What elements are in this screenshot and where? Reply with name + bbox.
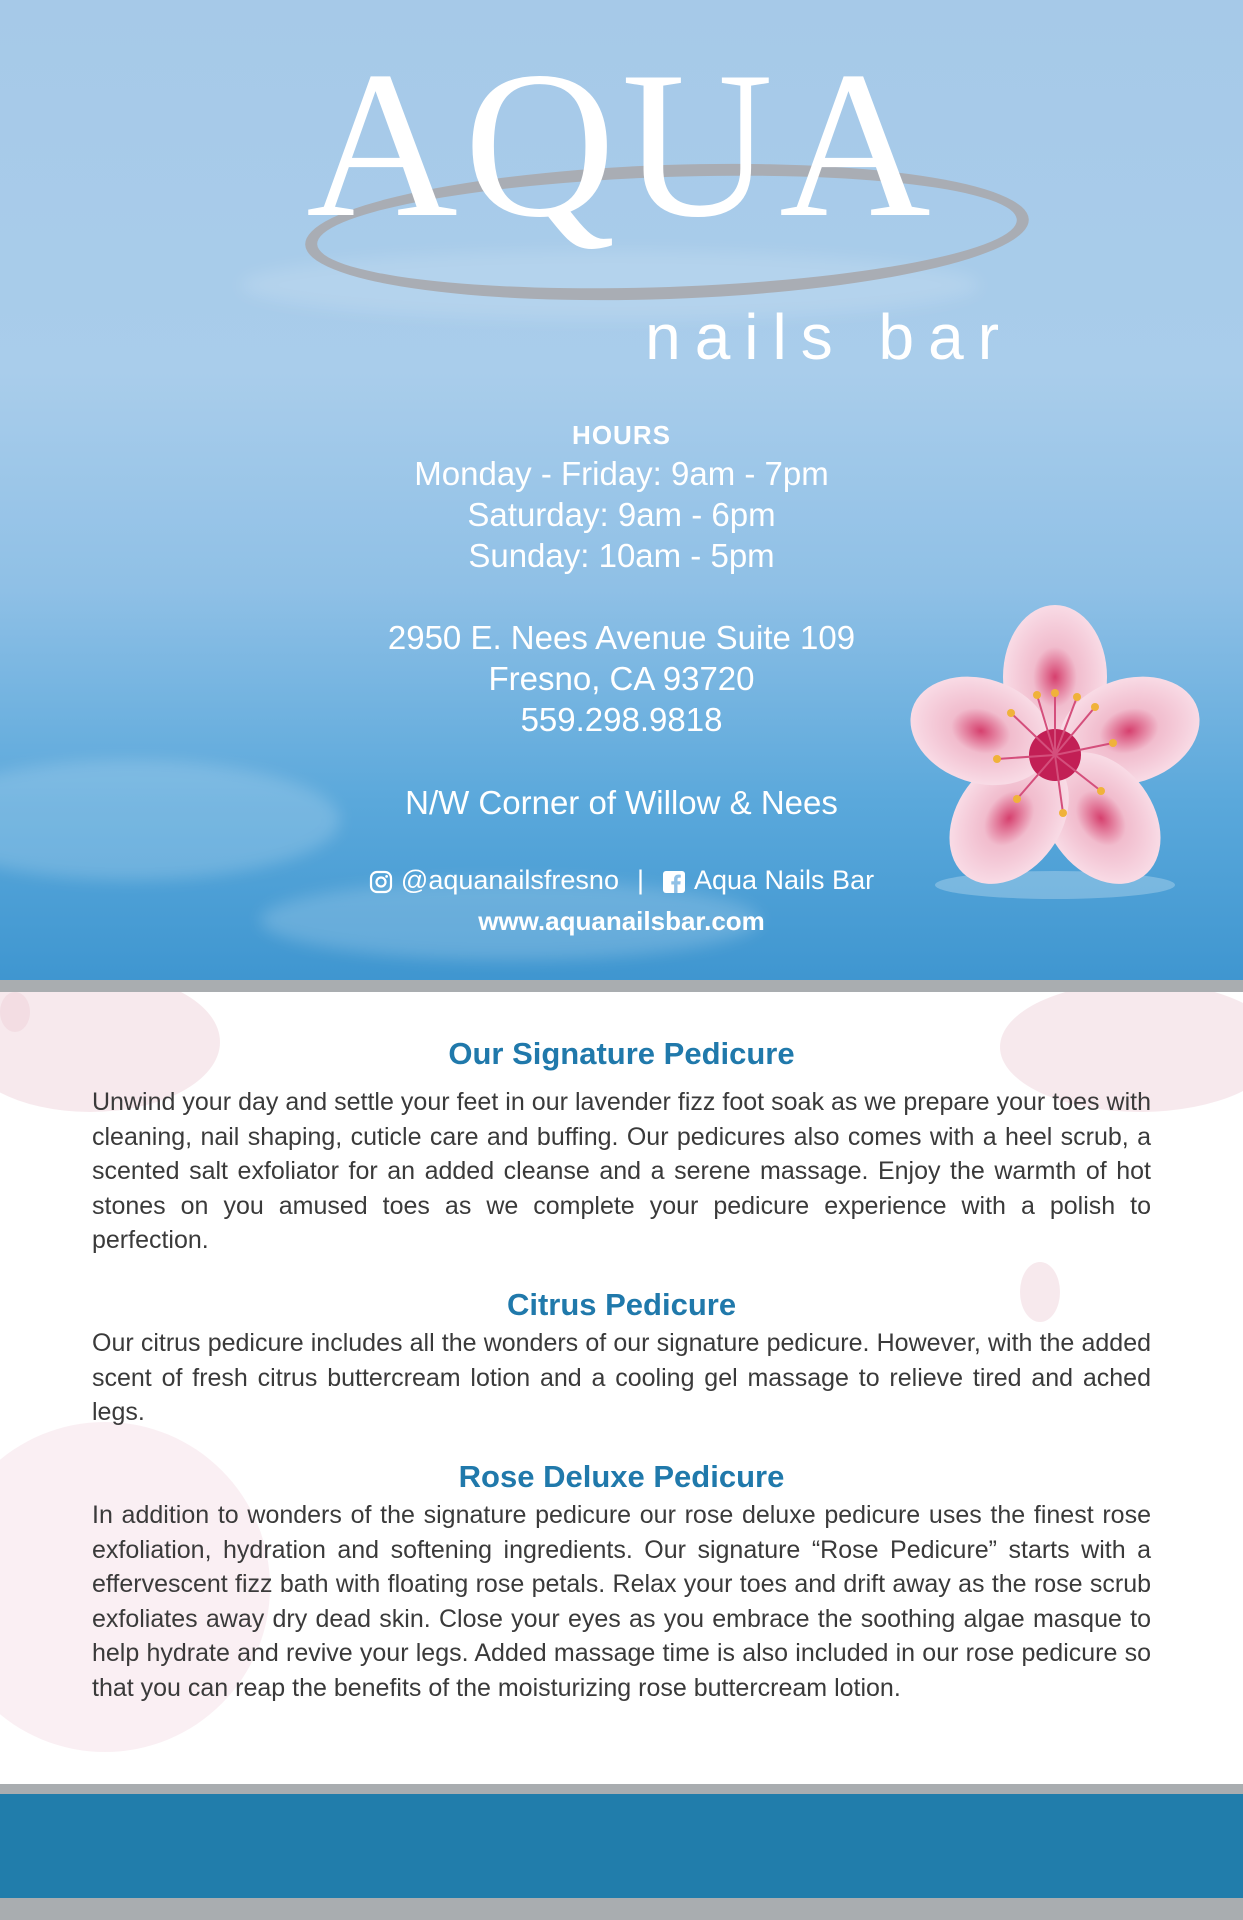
footer-band (0, 1794, 1243, 1898)
logo-tagline: nails bar (645, 301, 1013, 373)
hours-weekday: Monday - Friday: 9am - 7pm (414, 455, 829, 492)
hours-sunday: Sunday: 10am - 5pm (468, 537, 775, 574)
phone-number[interactable]: 559.298.9818 (520, 701, 723, 738)
address-landmark: N/W Corner of Willow & Nees (405, 784, 838, 821)
service-title-rose: Rose Deluxe Pedicure (458, 1459, 785, 1494)
address-city: Fresno, CA 93720 (488, 660, 755, 697)
service-description-rose: In addition to wonders of the signature pedicure our rose deluxe pedicure uses the finest rose exfoliation, hydration and softening ingredients. Our signature “Rose Pedicure” starts with a effervescent fizz bath with floating rose petals. Relax your toes and drift away as the rose scrub exfoliates away dry dead skin. Close your eyes as you embrace the soothing algae masque to help hydrate and revive your legs. Added massage time is also included in our rose pedicure so that you can reap the benefits of the moisturizing rose buttercream lotion. (92, 1501, 1151, 1702)
petal-decoration (0, 992, 30, 1032)
service-title-signature: Our Signature Pedicure (448, 1036, 795, 1071)
hours-saturday: Saturday: 9am - 6pm (467, 496, 776, 533)
facebook-page[interactable]: Aqua Nails Bar (693, 865, 875, 895)
bottom-divider (0, 1784, 1243, 1794)
social-separator: | (636, 865, 644, 895)
service-description-citrus: Our citrus pedicure includes all the wonders of our signature pedicure. However, with the added scent of fresh citrus buttercream lotion and a cooling gel massage to relieve tired and ached legs. (92, 1329, 1151, 1426)
footer-divider (0, 1898, 1243, 1920)
hours-heading: HOURS (572, 420, 671, 450)
instagram-icon (369, 870, 393, 894)
flower-icon (905, 605, 1205, 905)
address-street: 2950 E. Nees Avenue Suite 109 (387, 619, 856, 656)
service-description-signature: Unwind your day and settle your feet in our lavender fizz foot soak as we prepare your toes with cleaning, nail shaping, cuticle care and buffing. Our pedicures also comes with a heel scrub, a scented salt exfoliator for an added cleanse and a serene massage. Enjoy the warmth of hot stones on you amused toes as we complete your pedicure experience with a polish to perfection. (92, 1088, 1151, 1254)
website-link[interactable]: www.aquanailsbar.com (478, 906, 765, 936)
facebook-icon (662, 870, 686, 894)
top-divider (0, 980, 1243, 992)
service-title-citrus: Citrus Pedicure (506, 1287, 737, 1322)
services-section (0, 992, 1243, 1784)
logo-wordmark: AQUA (306, 29, 937, 261)
instagram-handle[interactable]: @aquanailsfresno (400, 865, 619, 895)
